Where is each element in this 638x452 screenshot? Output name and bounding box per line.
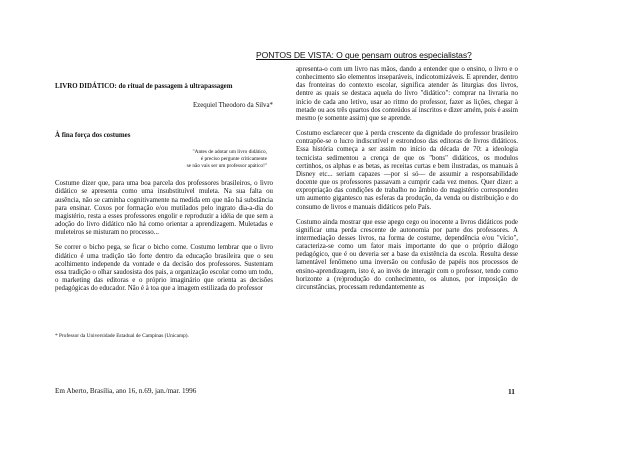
- epigraph-line: é preciso pergunte criticamente: [200, 156, 267, 163]
- right-column: [296, 66, 518, 292]
- body-paragraph: apresenta-o com um livro nas mãos, dando a entender que o ensino, o livro e o conhecimento são elementos inseparáveis, indicotomizáveis. E aprender, dentro das fronteiras do contexto escolar, significa atender às liturgias dos livros, dentre as quais se destaca aquela do livro "didático": comprar na livraria no início de cada ano letivo, usar ao ritmo do professor, fazer as lições, chegar à metade ou aos três quartos dos conteúdos aí inscritos e dizer amém, pois é assim mesmo (e somente assim) que se aprende.: [296, 66, 518, 122]
- section-title: À fina força dos costumes: [55, 132, 131, 140]
- epigraph-line: se não vais ser um professor apático!": [186, 162, 267, 169]
- journal-citation: Em Aberto, Brasília, ano 16, n.69, jan./mar. 1996: [55, 387, 197, 395]
- running-header: PONTOS DE VISTA: O que pensam outros especialistas?: [256, 50, 472, 60]
- body-paragraph: Costume dizer que, para uma boa parcela dos professores brasileiros, o livro didático se apresenta como uma insubstituível muleta. Na sua falta ou ausência, não se caminha cognitivamente na medida em que não há substância para ensinar. Coxos por formação e/ou mutilados pelo ingrato dia-a-dia do magistério, resta a esses professores engolir e reproduzir a idéia de que sem a adoção do livro didático não há como orientar a aprendizagem. Muletadas e muleteiros se misturam no processo...: [55, 180, 273, 237]
- article-title: LIVRO DIDÁTICO: do ritual de passagem à ultrapassagem: [55, 83, 233, 90]
- body-paragraph: Se correr o bicho pega, se ficar o bicho come. Costumo lembrar que o livro didático é uma tradição tão forte dentro da educação brasileira que o seu acolhimento independe da vontade e da decisão dos professores. Sustentam essa tradição o olhar saudosista dos pais, a organização escolar como um todo, o marketing das editoras e o próprio imaginário que orienta as decisões pedagógicas do educador. Não é à toa que a imagem estilizada do professor: [55, 244, 273, 293]
- body-paragraph: Costumo ainda mostrar que esse apego cego ou inocente a livros didáticos pode significar uma perda crescente de autonomia por parte dos professores. A intermediação desses livros, na forma de costume, dependência e/ou "vício", caracteriza-se como um fator mais importante do que o próprio diálogo pedagógico, que é ou deveria ser a base da existência da escola. Resulta desse lamentável fenômeno uma inversão ou confusão de papéis nos processos de ensino-aprendizagem, isto é, ao invés de interagir com o professor, tendo como horizonte a (re)produção do conhecimento, os alunos, por imposição de circunstâncias, processam redundantemente as: [296, 218, 518, 291]
- left-column: [55, 66, 273, 293]
- footnote: * Professor da Universidade Estadual de Campinas (Unicamp).: [55, 333, 189, 339]
- epigraph-line: "Antes de adotar um livro didático,: [192, 149, 267, 156]
- article-author: Ezequiel Theodoro da Silva*: [192, 102, 273, 110]
- body-paragraph: Costumo esclarecer que à perda crescente da dignidade do professor brasileiro contrapõe-se o lucro indiscutível e estrondoso das editoras de livros didáticos. Essa história começa a ser assim no início da década de 70: a ideologia tecnicista sedimentou a crença de que os "bons" didáticos, os modulos certinhos, os alphas e as betas, as receitas curtas e bem ilustradas, os manuais à Disney etc... seriam capazes —por si só— de assumir a responsabilidade docente que os professores passavam a cumprir cada vez menos. Quer dizer: a expropriação das condições de trabalho no âmbito do magistério correspondeu um aumento gigantesco nas esferas da produção, da venda ou distribuição e do consumo de livros e manuais didáticos pelo País.: [296, 130, 518, 211]
- epigraph: [55, 149, 273, 169]
- page-number: 11: [508, 387, 515, 396]
